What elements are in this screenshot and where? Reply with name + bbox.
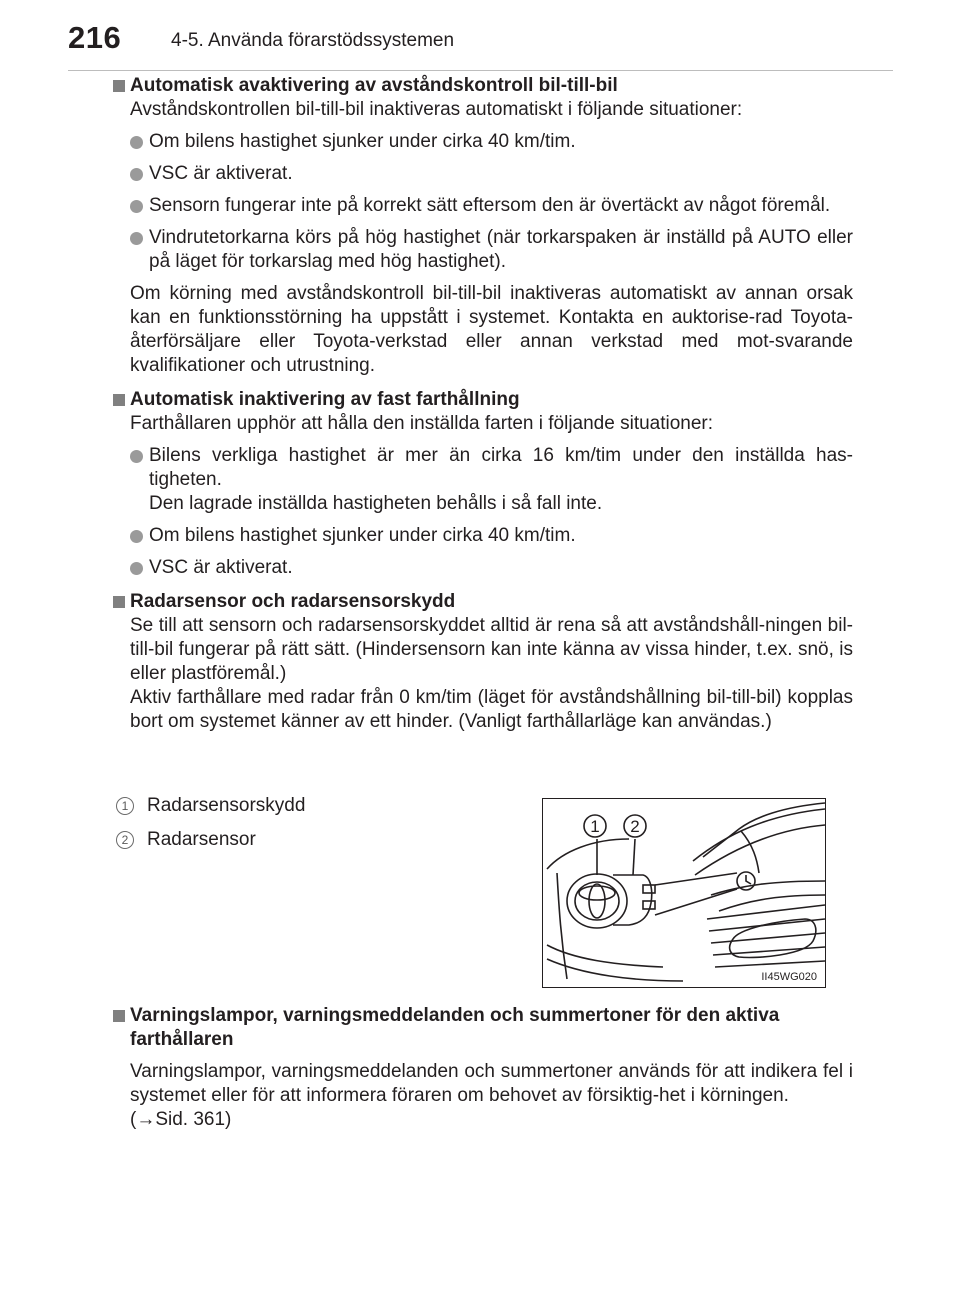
paragraph: Farthållaren upphör att hålla den inställda farten i följande situationer:	[130, 413, 714, 434]
bullet-item	[113, 194, 853, 218]
bullet-item	[113, 556, 853, 580]
figure-legend	[113, 794, 305, 862]
round-bullet-icon	[130, 168, 143, 181]
square-bullet-icon	[113, 596, 125, 608]
bullet-text: Bilens verkliga hastighet är mer än cirka 16 km/tim under den inställda has-tigheten.	[149, 445, 853, 490]
heading-text: Radarsensor och radarsensorskydd	[130, 591, 456, 612]
round-bullet-icon	[130, 530, 143, 543]
section-heading	[113, 388, 853, 412]
bullet-item	[113, 162, 853, 186]
paragraph: Om körning med avståndskontroll bil-till-bil inaktiveras automatiskt av annan orsak kan en funktionsstörning ha uppstått i systemet. Kontakta en auktorise-rad Toyota-återförsäljare eller Toyota-verkstad eller annan verkstad med mot-svarande kvalifikationer och utrustning.	[130, 283, 853, 376]
legend-label: Radarsensorskydd	[147, 795, 306, 816]
page-number: 216	[68, 20, 122, 55]
bullet-item	[113, 444, 853, 516]
section-heading	[113, 590, 853, 614]
round-bullet-icon	[130, 450, 143, 463]
radar-sensor-illustration	[542, 798, 826, 988]
section-heading	[113, 1004, 853, 1052]
section-title: 4-5. Använda förarstödssystemen	[171, 30, 455, 51]
callout-number: 1	[116, 797, 134, 815]
bullet-text: Sensorn fungerar inte på korrekt sätt eftersom den är övertäckt av något föremål.	[149, 195, 831, 216]
round-bullet-icon	[130, 200, 143, 213]
heading-text: Automatisk inaktivering av fast farthållning	[130, 389, 520, 410]
heading-text: Varningslampor, varningsmeddelanden och summertoner för den aktiva farthållaren	[130, 1005, 780, 1050]
round-bullet-icon	[130, 136, 143, 149]
paragraph: Se till att sensorn och radarsensorskyddet alltid är rena så att avståndshåll-ningen bil-till-bil fungerar på rätt sätt. (Hindersensorn kan inte känna av vissa hinder, t.ex. snö, is eller plastföremål.)	[130, 615, 853, 684]
bullet-item	[113, 226, 853, 274]
callout-2-label: 2	[630, 817, 640, 836]
callout-1-label: 1	[590, 817, 600, 836]
figure-code: II45WG020	[761, 971, 817, 983]
bullet-text: Vindrutetorkarna körs på hög hastighet (när torkarspaken är inställd på AUTO eller på läget för torkarslag med hög hastighet).	[149, 227, 853, 272]
heading-text: Automatisk avaktivering av avståndskontroll bil-till-bil	[130, 75, 618, 96]
legend-item	[113, 794, 305, 828]
paragraph: Aktiv farthållare med radar från 0 km/tim (läget för avståndshållning bil-till-bil) kopplas bort om systemet känner av ett hinder. (Vanligt farthållarläge kan användas.)	[130, 687, 853, 732]
legend-label: Radarsensor	[147, 829, 256, 850]
bullet-text: VSC är aktiverat.	[149, 163, 293, 184]
header-divider	[68, 70, 893, 71]
bullet-text: VSC är aktiverat.	[149, 557, 293, 578]
section-warning	[113, 1004, 853, 1132]
callout-number: 2	[116, 831, 134, 849]
legend-item	[113, 828, 305, 862]
paragraph: Avståndskontrollen bil-till-bil inaktiveras automatiskt i följande situationer:	[130, 99, 743, 120]
bullet-item	[113, 130, 853, 154]
bullet-text: Om bilens hastighet sjunker under cirka 40 km/tim.	[149, 525, 576, 546]
round-bullet-icon	[130, 232, 143, 245]
bullet-item	[113, 524, 853, 548]
paragraph: Varningslampor, varningsmeddelanden och summertoner används för att indikera fel i systemet eller för att informera föraren om behovet av försiktig-het i körningen.	[130, 1061, 853, 1106]
bullet-note: Den lagrade inställda hastigheten behålls i så fall inte.	[149, 493, 603, 514]
round-bullet-icon	[130, 562, 143, 575]
square-bullet-icon	[113, 394, 125, 406]
car-front-drawing	[543, 799, 825, 987]
section-heading	[113, 74, 853, 98]
square-bullet-icon	[113, 80, 125, 92]
square-bullet-icon	[113, 1010, 125, 1022]
page-reference: (→Sid. 361)	[130, 1109, 232, 1130]
bullet-text: Om bilens hastighet sjunker under cirka 40 km/tim.	[149, 131, 576, 152]
main-content	[113, 74, 853, 734]
